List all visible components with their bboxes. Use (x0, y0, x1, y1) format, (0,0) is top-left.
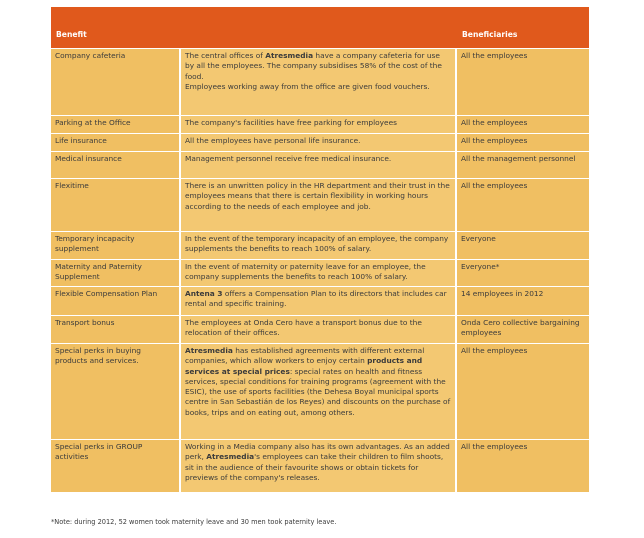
beneficiaries-cell: All the employees (457, 49, 589, 115)
description-cell: The central offices of Atresmedia have a company cafeteria for use by all the employees. The company subsidises 58% of the cost of the food. Employees working away from the office are given food vouchers. (181, 49, 455, 115)
benefit-cell: Parking at the Office (51, 116, 179, 133)
benefit-cell: Flexible Compensation Plan (51, 287, 179, 315)
table-row (51, 316, 589, 343)
description-cell: Management personnel receive free medical insurance. (181, 152, 455, 178)
beneficiaries-cell: All the employees (457, 179, 589, 231)
benefit-cell: Transport bonus (51, 316, 179, 343)
benefit-cell: Temporary incapacity supplement (51, 232, 179, 259)
description-cell: The company's facilities have free parking for employees (181, 116, 455, 133)
table-header (51, 7, 589, 48)
description-cell: All the employees have personal life insurance. (181, 134, 455, 151)
table-row (51, 152, 589, 178)
table-row (51, 260, 589, 286)
table-row (51, 179, 589, 231)
beneficiaries-cell: Everyone (457, 232, 589, 259)
benefit-cell: Flexitime (51, 179, 179, 231)
table-row (51, 232, 589, 259)
benefit-cell: Special perks in buying products and services. (51, 344, 179, 439)
table-row (51, 344, 589, 439)
beneficiaries-cell: All the employees (457, 116, 589, 133)
beneficiaries-cell: Onda Cero collective bargaining employees (457, 316, 589, 343)
table-body (51, 49, 589, 492)
table-row (51, 116, 589, 133)
table-row (51, 287, 589, 315)
footnote: *Note: during 2012, 52 women took maternity leave and 30 men took paternity leave. (51, 518, 337, 526)
description-cell: Antena 3 offers a Compensation Plan to its directors that includes car rental and specific training. (181, 287, 455, 315)
description-cell: Working in a Media company also has its own advantages. As an added perk, Atresmedia's employees can take their children to film shoots, sit in the audience of their favourite shows or obtain tickets for previews of the company's releases. (181, 440, 455, 492)
description-cell: There is an unwritten policy in the HR department and their trust in the employees means that there is certain flexibility in working hours according to the needs of each employee and job. (181, 179, 455, 231)
benefit-cell: Company cafeteria (51, 49, 179, 115)
benefit-cell: Medical insurance (51, 152, 179, 178)
description-cell: In the event of the temporary incapacity of an employee, the company supplements the benefits to reach 100% of salary. (181, 232, 455, 259)
benefit-cell: Life insurance (51, 134, 179, 151)
description-cell: Atresmedia has established agreements with different external companies, which allow workers to enjoy certain products and services at special prices: special rates on health and fitness services, special conditions for training programs (agreement with the ESIC), the use of sports facilities (the Dehesa Boyal municipal sports centre in San Sebastián de los Reyes) and discounts on the purchase of books, trips and on eating out, among others. (181, 344, 455, 439)
beneficiaries-cell: 14 employees in 2012 (457, 287, 589, 315)
description-cell: The employees at Onda Cero have a transport bonus due to the relocation of their offices. (181, 316, 455, 343)
table-row (51, 440, 589, 492)
benefits-table (51, 7, 589, 492)
table-row (51, 49, 589, 115)
header-beneficiaries: Beneficiaries (462, 30, 518, 39)
beneficiaries-cell: Everyone* (457, 260, 589, 286)
table-row (51, 134, 589, 151)
beneficiaries-cell: All the employees (457, 344, 589, 439)
benefit-cell: Maternity and Paternity Supplement (51, 260, 179, 286)
beneficiaries-cell: All the employees (457, 440, 589, 492)
header-benefit: Benefit (56, 30, 87, 39)
description-cell: In the event of maternity or paternity leave for an employee, the company supplements the benefits to reach 100% of salary. (181, 260, 455, 286)
benefit-cell: Special perks in GROUP activities (51, 440, 179, 492)
beneficiaries-cell: All the management personnel (457, 152, 589, 178)
beneficiaries-cell: All the employees (457, 134, 589, 151)
